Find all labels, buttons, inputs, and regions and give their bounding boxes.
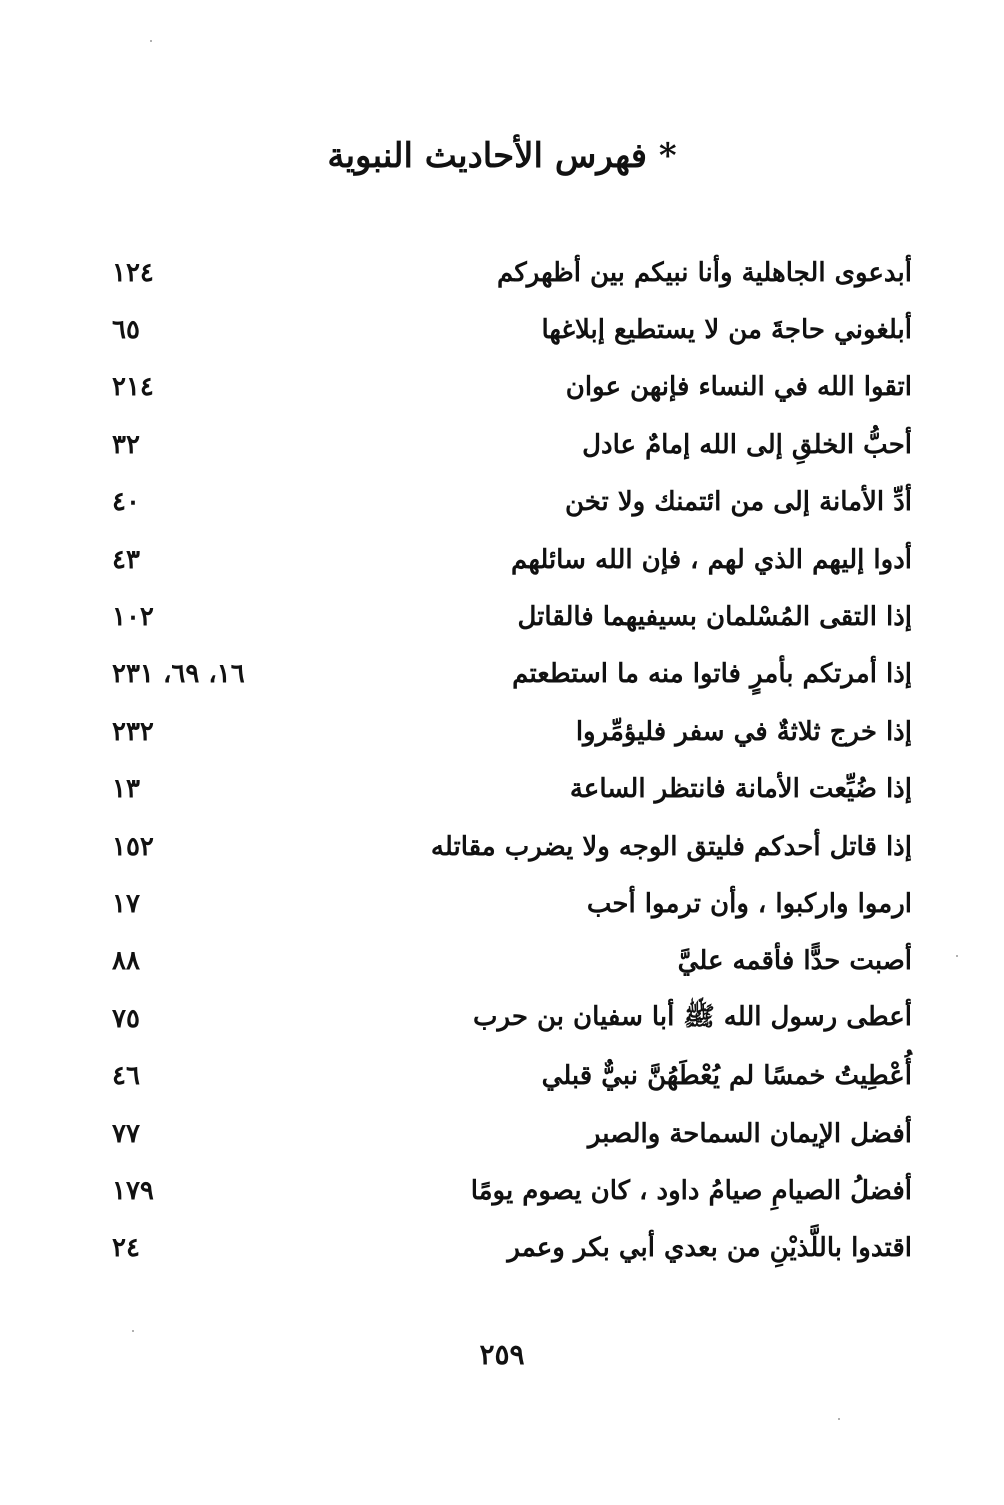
entry-hadith-text: ارموا واركبوا ، وأن ترموا أحب [586, 888, 912, 919]
entry-hadith-text: أبلغوني حاجةَ من لا يستطيع إبلاغها [541, 315, 912, 346]
entry-hadith-text: إذا ضُيِّعت الأمانة فانتظر الساعة [569, 774, 912, 805]
entry-page-ref: ١٧ [112, 888, 140, 919]
entry-page-ref: ٢٤ [112, 1233, 140, 1264]
index-title: * فهرس الأحاديث النبوية [327, 136, 677, 176]
entry-page-ref: ٤٠ [112, 487, 140, 518]
index-entry [100, 531, 912, 588]
entry-hadith-text: أصبت حدًّا فأقمه عليَّ [677, 946, 912, 977]
entry-hadith-text: إذا قاتل أحدكم فليتق الوجه ولا يضرب مقاتله [430, 831, 912, 862]
entry-page-ref: ١٣ [112, 774, 140, 805]
entry-hadith-text: أدوا إليهم الذي لهم ، فإن الله سائلهم [511, 544, 912, 575]
entry-page-ref: ١٥٢ [112, 831, 154, 862]
entry-page-ref: ٢١٤ [112, 372, 154, 403]
entry-hadith-text: اتقوا الله في النساء فإنهن عوان [565, 372, 912, 403]
page-number: ٢٥٩ [479, 1338, 525, 1371]
entry-page-ref: ٣٢ [112, 429, 140, 460]
entry-page-ref: ١٢٤ [112, 257, 154, 288]
index-entry [100, 1105, 912, 1162]
entry-hadith-text: إذا خرج ثلاثةٌ في سفر فليؤمِّروا [575, 716, 912, 747]
entry-hadith-text: اقتدوا باللَّذيْنِ من بعدي أبي بكر وعمر [507, 1233, 912, 1264]
entry-page-ref: ١٠٢ [112, 602, 154, 633]
entry-page-ref: ١٧٩ [112, 1175, 154, 1206]
entry-page-ref: ٤٣ [112, 544, 140, 575]
scan-speck [956, 955, 958, 957]
entry-hadith-text: أدِّ الأمانة إلى من ائتمنك ولا تخن [564, 487, 912, 518]
index-entry [100, 301, 912, 358]
entry-page-ref: ٦٥ [112, 315, 140, 346]
entry-page-ref: ٧٥ [112, 1003, 140, 1034]
scan-speck [132, 1330, 134, 1332]
index-entry [100, 875, 912, 932]
scan-speck [838, 1418, 840, 1420]
entry-page-ref: ٨٨ [112, 946, 140, 977]
index-entry [100, 244, 912, 301]
hadith-index-list [100, 244, 912, 1277]
entry-hadith-text: أفضل الإيمان السماحة والصبر [587, 1118, 912, 1149]
scan-speck [150, 40, 152, 42]
index-entry [100, 359, 912, 416]
entry-page-ref: ٧٧ [112, 1118, 140, 1149]
index-entry [100, 761, 912, 818]
index-entry [100, 1162, 912, 1219]
entry-page-ref: ١٦، ٦٩، ٢٣١ [112, 659, 245, 690]
entry-hadith-text: أحبُّ الخلقِ إلى الله إمامٌ عادل [582, 429, 912, 460]
entry-hadith-text: أفضلُ الصيامِ صيامُ داود ، كان يصوم يومًا [470, 1175, 912, 1206]
entry-hadith-text: إذا أمرتكم بأمرٍ فاتوا منه ما استطعتم [512, 659, 912, 690]
index-entry [100, 646, 912, 703]
index-entry [100, 588, 912, 645]
index-entry [100, 1220, 912, 1277]
index-entry [100, 703, 912, 760]
entry-page-ref: ٢٣٢ [112, 716, 154, 747]
index-entry [100, 416, 912, 473]
entry-hadith-text: أبدعوى الجاهلية وأنا نبيكم بين أظهركم [497, 257, 912, 288]
index-entry [100, 933, 912, 990]
index-entry [100, 1047, 912, 1104]
entry-page-ref: ٤٦ [112, 1061, 140, 1092]
index-entry [100, 990, 912, 1047]
entry-hadith-text: أعطى رسول الله ﷺ أبا سفيان بن حرب [473, 1001, 912, 1032]
index-entry [100, 818, 912, 875]
entry-hadith-text: أُعْطِيتُ خمسًا لم يُعْطَهُنَّ نبيٌّ قبلي [541, 1061, 912, 1092]
index-entry [100, 474, 912, 531]
entry-hadith-text: إذا التقى المُسْلمان بسيفيهما فالقاتل [517, 602, 912, 633]
